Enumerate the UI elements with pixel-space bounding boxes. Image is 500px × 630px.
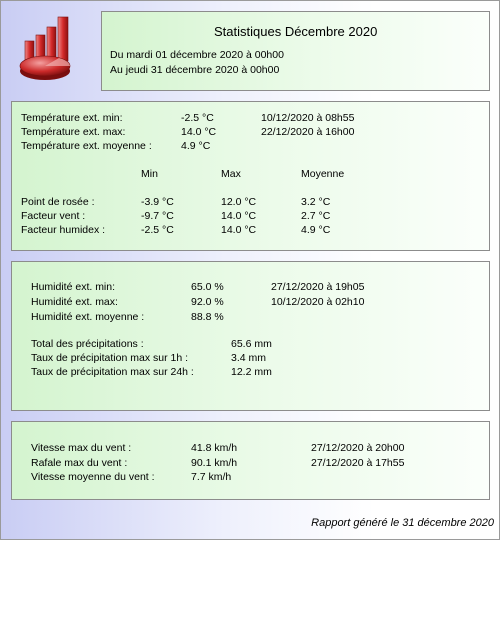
precip-total-value: 65.6 mm [231, 338, 272, 350]
precip-24h-value: 12.2 mm [231, 366, 272, 378]
wind-max-date: 27/12/2020 à 20h00 [311, 442, 405, 454]
windchill-min: -9.7 °C [141, 210, 174, 222]
precip-24h-label: Taux de précipitation max sur 24h : [31, 366, 194, 378]
humidex-avg: 4.9 °C [301, 224, 331, 236]
humidex-label: Facteur humidex : [21, 224, 106, 236]
temp-min-value: -2.5 °C [181, 112, 214, 124]
col-header-max: Max [221, 168, 241, 180]
hum-min-value: 65.0 % [191, 281, 224, 293]
gust-max-label: Rafale max du vent : [31, 457, 128, 469]
windchill-max: 14.0 °C [221, 210, 257, 222]
hum-max-value: 92.0 % [191, 296, 224, 308]
precip-1h-label: Taux de précipitation max sur 1h : [31, 352, 188, 364]
temp-max-value: 14.0 °C [181, 126, 217, 138]
wind-max-value: 41.8 km/h [191, 442, 238, 454]
wind-panel [11, 421, 490, 500]
temp-avg-label: Température ext. moyenne : [21, 140, 152, 152]
precip-1h-value: 3.4 mm [231, 352, 267, 364]
temp-max-date: 22/12/2020 à 16h00 [261, 126, 355, 138]
temp-max-label: Température ext. max: [21, 126, 126, 138]
hum-avg-value: 88.8 % [191, 311, 224, 323]
temp-avg-value: 4.9 °C [181, 140, 211, 152]
chart-logo-icon [15, 13, 81, 83]
temp-min-date: 10/12/2020 à 08h55 [261, 112, 355, 124]
precip-total-label: Total des précipitations : [31, 338, 144, 350]
temp-min-label: Température ext. min: [21, 112, 123, 124]
page-title: Statistiques Décembre 2020 [214, 24, 378, 39]
humidity-panel [11, 261, 490, 411]
dewpoint-max: 12.0 °C [221, 196, 257, 208]
hum-min-label: Humidité ext. min: [31, 281, 116, 293]
wind-avg-value: 7.7 km/h [191, 471, 232, 483]
gust-max-date: 27/12/2020 à 17h55 [311, 457, 405, 469]
dewpoint-avg: 3.2 °C [301, 196, 331, 208]
wind-max-label: Vitesse max du vent : [31, 442, 132, 454]
gust-max-value: 90.1 km/h [191, 457, 238, 469]
dewpoint-min: -3.9 °C [141, 196, 174, 208]
humidex-min: -2.5 °C [141, 224, 174, 236]
windchill-label: Facteur vent : [21, 210, 86, 222]
period-from: Du mardi 01 décembre 2020 à 00h00 [110, 49, 284, 61]
hum-avg-label: Humidité ext. moyenne : [31, 311, 145, 323]
temperature-panel [11, 101, 490, 251]
period-to: Au jeudi 31 décembre 2020 à 00h00 [110, 64, 280, 76]
hum-max-label: Humidité ext. max: [31, 296, 118, 308]
col-header-min: Min [141, 168, 158, 180]
col-header-avg: Moyenne [301, 168, 345, 180]
dewpoint-label: Point de rosée : [21, 196, 95, 208]
humidex-max: 14.0 °C [221, 224, 257, 236]
report-footer: Rapport généré le 31 décembre 2020 [311, 517, 494, 529]
hum-min-date: 27/12/2020 à 19h05 [271, 281, 365, 293]
windchill-avg: 2.7 °C [301, 210, 331, 222]
wind-avg-label: Vitesse moyenne du vent : [31, 471, 155, 483]
hum-max-date: 10/12/2020 à 02h10 [271, 296, 365, 308]
header-panel [101, 11, 490, 91]
